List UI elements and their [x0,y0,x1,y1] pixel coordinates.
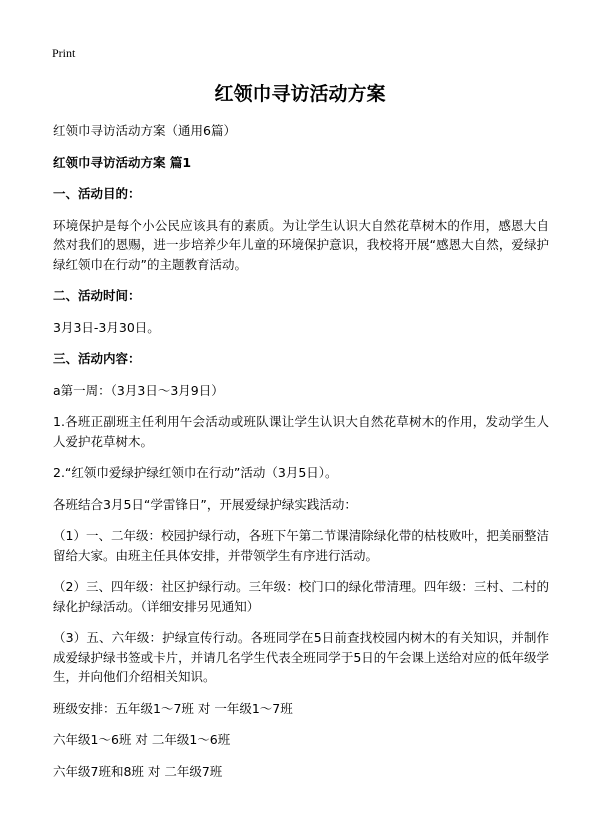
paragraph-class-pair-3: 六年级7班和8班 对 二年级7班 [53,763,223,779]
heading-content: 三、活动内容： [53,351,141,366]
page-title: 红领巾寻访活动方案 [214,83,386,105]
paragraph-grade-1-2: （1）一、二年级：校园护绿行动，各班下午第二节课清除绿化带的枯枝败叶，把美丽整洁留给大家。由班主任具体安排，并带领学生有序进行活动。 [53,528,549,563]
paragraph-grade-3-4: （2）三、四年级：社区护绿行动。三年级：校门口的绿化带清理。四年级：三村、二村的绿化护绿活动。（详细安排另见通知） [53,579,549,614]
print-link[interactable]: Print [52,46,76,60]
paragraph-grade-5-6: （3）五、六年级：护绿宣传行动。各班同学在5日前查找校园内树木的有关知识，并制作成爱绿护绿书签或卡片，并请几名学生代表全班同学于5日的午会课上送给对应的低年级学生，并向他们介绍相关知识。 [53,630,549,684]
paragraph-class-arrangement: 班级安排：五年级1～7班 对 一年级1～7班 [53,700,293,716]
paragraph-item-1: 1.各班正副班主任利用午会活动或班队课让学生认识大自然花草树木的作用，发动学生人人爱护花草树木。 [53,414,549,449]
paragraph-week-one: a第一周：（3月3日～3月9日） [53,382,224,398]
heading-purpose: 一、活动目的： [53,186,141,201]
section-title: 红领巾寻访活动方案 篇1 [53,154,192,170]
paragraph-time: 3月3日-3月30日。 [53,319,160,335]
intro-paragraph: 红领巾寻访活动方案（通用6篇） [53,123,236,138]
heading-time: 二、活动时间： [53,288,141,303]
paragraph-item-2: 2.“红领巾爱绿护绿红领巾在行动”活动（3月5日）。 [53,465,338,480]
paragraph-purpose: 环境保护是每个小公民应该具有的素质。为让学生认识大自然花草树木的作用，感恩大自然对我们的恩赐，进一步培养少年儿童的环境保护意识，我校将开展“感恩大自然，爱绿护绿红领巾在行动”的主题教育活动。 [53,217,549,272]
paragraph-class-pair-2: 六年级1～6班 对 二年级1～6班 [53,732,231,747]
paragraph-lei-feng-day: 各班结合3月5日“学雷锋日”，开展爱绿护绿实践活动： [53,496,357,512]
article-body [53,121,549,793]
